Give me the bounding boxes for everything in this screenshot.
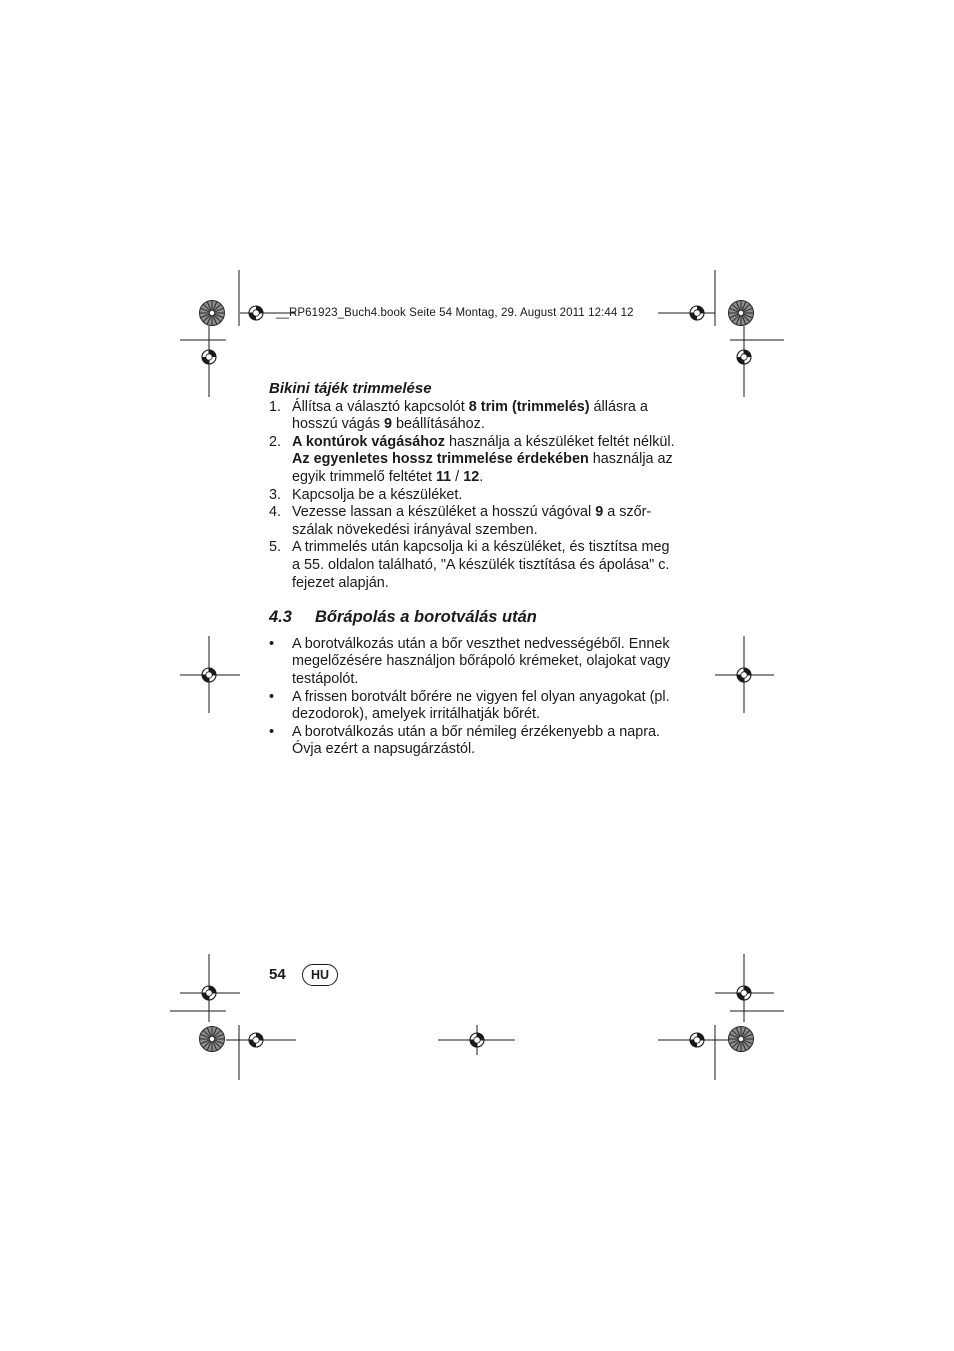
bullet-icon: • [269, 635, 275, 652]
step-text-segment: beállításához. [392, 416, 485, 433]
bullet-text: A borotválkozás után a bőr némileg érzékenyebb a napra. Óvja ezért a napsugárzástól. [292, 723, 660, 758]
step-text-segment: használja a készüléket feltét nélkül. [445, 433, 675, 450]
registration-mark-icon [202, 350, 216, 364]
registration-mark-icon [690, 1033, 704, 1047]
step-text-segment: Állítsa a választó kapcsolót [292, 398, 469, 415]
bullet-text: A borotválkozás után a bőr veszthet nedvességéből. Ennek megelőzésére használjon bőrápoló krémeket, olajokat vagy testápolót. [292, 635, 671, 687]
step-text-segment: Vezesse lassan a készüléket a hosszú vágóval [292, 504, 596, 521]
step-number: 2. [269, 433, 282, 450]
list-item [269, 636, 679, 689]
steps-list [269, 399, 679, 593]
step-text-bold: A kontúrok vágásához [292, 433, 445, 450]
step-text-bold: 9 [595, 504, 604, 521]
registration-mark-icon [470, 1033, 484, 1047]
step-text-segment: a szőr-szálak növekedési irányával szemben. [292, 504, 652, 538]
section-heading [269, 609, 679, 627]
list-item [269, 487, 679, 505]
registration-mark-icon [737, 350, 751, 364]
color-wheel-icon [200, 1027, 225, 1052]
step-text [292, 539, 679, 592]
step-text-bold: 11 [435, 468, 452, 485]
registration-mark-icon [249, 1033, 263, 1047]
step-text-segment: / [451, 468, 464, 485]
page-number: 54 [269, 966, 286, 983]
language-badge: HU [302, 964, 338, 986]
color-wheel-icon [729, 301, 754, 326]
bullet-icon: • [269, 688, 275, 705]
step-number: 4. [269, 504, 282, 521]
step-text-segment: A trimmelés után kapcsolja ki a készüléket, és tisztítsa meg a 55. oldalon található, "A készülék tisztítása és ápolása" c. fejezet alapján. [292, 539, 670, 591]
print-info-header: __RP61923_Buch4.book Seite 54 Montag, 29. August 2011 12:44 12 [276, 307, 634, 319]
list-item [269, 689, 679, 724]
bullet-list [269, 636, 679, 759]
section-title: Bőrápolás a borotválás után [315, 608, 537, 627]
step-text-segment: használja az egyik trimmelő feltétet [292, 451, 673, 485]
step-number: 1. [269, 398, 282, 415]
list-item [269, 504, 679, 539]
list-item [269, 724, 679, 759]
step-text-bold: 8 trim (trimmelés) [468, 398, 590, 415]
registration-mark-icon [737, 668, 751, 682]
step-number: 3. [269, 486, 282, 503]
step-text-segment: . [479, 468, 484, 485]
step-number: 5. [269, 539, 282, 556]
step-text [292, 399, 679, 434]
registration-mark-icon [690, 306, 704, 320]
step-text-segment: Kapcsolja be a készüléket. [292, 486, 463, 503]
step-text-bold: Az egyenletes hossz trimmelése érdekében [292, 451, 589, 468]
list-item [269, 539, 679, 592]
step-text-segment: állásra a hosszú vágás [292, 398, 648, 433]
step-text [292, 487, 679, 505]
color-wheel-icon [200, 301, 225, 326]
registration-mark-icon [249, 306, 263, 320]
section-number: 4.3 [269, 608, 292, 627]
step-text [292, 434, 679, 487]
page-content [269, 380, 679, 759]
bullet-icon: • [269, 723, 275, 740]
bullet-text: A frissen borotvált bőrére ne vigyen fel olyan anyagokat (pl. dezodorok), amelyek irritálhatják bőrét. [292, 688, 670, 723]
list-item [269, 399, 679, 434]
step-text [292, 504, 679, 539]
registration-mark-icon [202, 668, 216, 682]
registration-mark-icon [202, 986, 216, 1000]
step-text-bold: 9 [384, 416, 393, 433]
subsection-title: Bikini tájék trimmelése [269, 380, 432, 397]
registration-mark-icon [737, 986, 751, 1000]
step-text-bold: 12 [463, 468, 480, 485]
list-item [269, 434, 679, 487]
color-wheel-icon [729, 1027, 754, 1052]
